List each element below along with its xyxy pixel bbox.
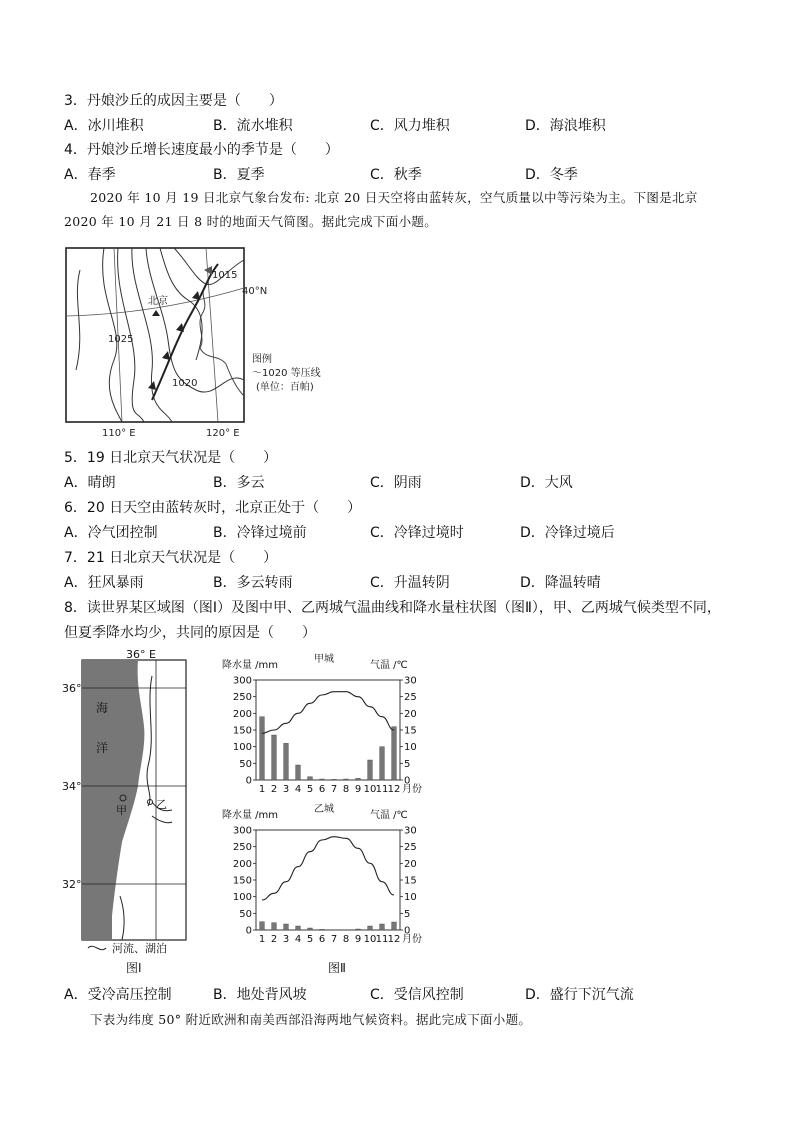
q3-option-b[interactable]: B．流水堆积 xyxy=(213,118,293,134)
isobar xyxy=(132,248,172,422)
chart-2-xtick: 7 xyxy=(330,934,338,945)
q7-option-a[interactable]: A．狂风暴雨 xyxy=(64,575,144,591)
chart-2-y2tick: 0 xyxy=(404,925,411,937)
q4-option-b[interactable]: B．夏季 xyxy=(213,167,265,183)
chart-2-title: 乙城 xyxy=(314,804,334,815)
intro-paragraph-table-text: 下表为纬度 50° 附近欧洲和南美西部沿海两地气候资料。据此完成下面小题。 xyxy=(90,1012,532,1027)
chart-2-precip-bar xyxy=(260,922,265,930)
q7-option-c[interactable]: C．升温转阴 xyxy=(370,575,450,591)
latitude-label: 40°N xyxy=(242,286,268,297)
question-8-stem-line1: 8．读世界某区域图（图Ⅰ）及图中甲、乙两城气温曲线和降水量柱状图（图Ⅱ），甲、乙两城气候类型不同， xyxy=(64,600,721,616)
chart-1-precip-bar xyxy=(260,717,265,780)
chart-2-temp-line xyxy=(262,837,394,900)
front-triangle xyxy=(192,291,200,300)
climate-charts xyxy=(218,650,458,978)
chart-2-xtick: 1 xyxy=(258,934,266,945)
chart-2-precip-bar xyxy=(284,924,289,930)
q5-option-b[interactable]: B．多云 xyxy=(213,475,265,491)
chart-1-y2tick: 25 xyxy=(404,692,417,704)
chart-1-y2label: 气温 /℃ xyxy=(370,660,408,671)
chart-1-xlabel: 月份 xyxy=(402,784,422,795)
chart-1-xtick: 5 xyxy=(306,784,314,795)
question-3-stem: 3．丹娘沙丘的成因主要是（ ） xyxy=(64,93,283,109)
isobar-label-1020: 1020 xyxy=(172,378,198,389)
q3-option-a[interactable]: A．冰川堆积 xyxy=(64,118,144,134)
legend-title: 图例 xyxy=(252,354,272,365)
sea-char-2: 洋 xyxy=(96,741,109,755)
chart-1-xtick: 8 xyxy=(342,784,350,795)
q4-option-d[interactable]: D．冬季 xyxy=(525,167,578,183)
chart-2-y2tick: 15 xyxy=(404,875,417,887)
q6-option-b[interactable]: B．冷锋过境前 xyxy=(213,525,307,541)
q5-option-d[interactable]: D．大风 xyxy=(520,475,573,491)
question-8-stem-line2: 但夏季降水均少，共同的原因是（ ） xyxy=(64,625,316,641)
lon-label: 36° E xyxy=(126,648,156,661)
chart-1-xtick: 7 xyxy=(330,784,338,795)
legend-isobar: ～1020 等压线 xyxy=(252,368,321,379)
legend-unit: (单位：百帕) xyxy=(256,382,314,393)
chart-1-xtick: 6 xyxy=(318,784,326,795)
city-beijing-label: 北京 xyxy=(148,296,168,307)
chart-2-xtick: 11 xyxy=(375,934,389,945)
chart-2-xtick: 5 xyxy=(306,934,314,945)
q8-option-d[interactable]: D．盛行下沉气流 xyxy=(525,987,634,1003)
chart-1-ytick: 200 xyxy=(232,708,252,720)
chart-1-y2tick: 0 xyxy=(404,775,411,787)
chart-2-ytick: 100 xyxy=(232,892,252,904)
chart-2-xtick: 3 xyxy=(282,934,290,945)
chart-2-xtick: 8 xyxy=(342,934,350,945)
chart-1-xtick: 2 xyxy=(270,784,278,795)
q8-option-a[interactable]: A．受冷高压控制 xyxy=(64,987,172,1003)
lat-label-34: 34° xyxy=(62,780,82,793)
front-triangle xyxy=(176,323,184,332)
chart-2-ytick: 50 xyxy=(239,908,252,920)
q6-option-c[interactable]: C．冷锋过境时 xyxy=(370,525,464,541)
longitude-label-110: 110° E xyxy=(102,428,136,439)
q8-option-b[interactable]: B．地处背风坡 xyxy=(213,987,307,1003)
lat-label-36: 36° xyxy=(62,682,82,695)
chart-1-ytick: 250 xyxy=(232,692,252,704)
region-map xyxy=(60,646,200,978)
chart-2-precip-bar xyxy=(356,929,361,930)
chart-2-ytick: 200 xyxy=(232,858,252,870)
q7-option-b[interactable]: B．多云转雨 xyxy=(213,575,293,591)
chart-2-precip-bar xyxy=(320,929,325,930)
chart-1-precip-bar xyxy=(392,727,397,780)
intro-paragraph-weather xyxy=(64,186,734,234)
q3-option-c[interactable]: C．风力堆积 xyxy=(370,118,450,134)
chart-1-precip-bar xyxy=(296,765,301,780)
chart-1-ytick: 300 xyxy=(232,675,252,687)
q5-option-c[interactable]: C．阴雨 xyxy=(370,475,422,491)
chart-1-xtick: 10 xyxy=(363,784,377,795)
question-5-stem: 5．19 日北京天气状况是（ ） xyxy=(64,450,278,466)
q8-option-c[interactable]: C．受信风控制 xyxy=(370,987,464,1003)
q5-option-a[interactable]: A．晴朗 xyxy=(64,475,116,491)
question-6-stem: 6．20 日天空由蓝转灰时，北京正处于（ ） xyxy=(64,500,362,516)
chart-1-ytick: 100 xyxy=(232,742,252,754)
question-4-stem: 4．丹娘沙丘增长速度最小的季节是（ ） xyxy=(64,142,339,158)
chart-1-precip-bar xyxy=(344,779,349,780)
isobar-label-1015: 1015 xyxy=(212,270,238,281)
chart-2-y2label: 气温 /℃ xyxy=(370,810,408,821)
chart-2-ytick: 0 xyxy=(245,925,252,937)
lat-label-32: 32° xyxy=(62,878,82,891)
chart-1-title: 甲城 xyxy=(314,654,334,665)
question-7-stem: 7．21 日北京天气状况是（ ） xyxy=(64,550,278,566)
chart-2-xtick: 12 xyxy=(387,934,401,945)
chart-2-ytick: 150 xyxy=(232,875,252,887)
q4-option-c[interactable]: C．秋季 xyxy=(370,167,422,183)
isobar-label-1025: 1025 xyxy=(108,334,134,345)
chart-2-precip-bar xyxy=(272,923,277,930)
chart-2-y2tick: 10 xyxy=(404,892,417,904)
front-triangle xyxy=(162,351,170,360)
chart-2-xtick: 2 xyxy=(270,934,278,945)
chart-2-precip-bar xyxy=(368,926,373,930)
front-triangle xyxy=(148,381,156,390)
chart-1-ytick: 50 xyxy=(239,758,252,770)
chart-2-y2tick: 25 xyxy=(404,842,417,854)
isobar xyxy=(76,270,80,370)
intro-paragraph-text: 2020 年 10 月 19 日北京气象台发布: 北京 20 日天空将由蓝转灰，空气质量以中等污染为主。下图是北京 2020 年 10 月 21 日 8 时的地面天气简图。据此完成下面小题。 xyxy=(64,190,698,229)
chart-1-precip-bar xyxy=(284,743,289,780)
chart-1-xtick: 12 xyxy=(387,784,401,795)
chart-1-ylabel: 降水量 /mm xyxy=(222,660,279,671)
chart-2-xlabel: 月份 xyxy=(402,934,422,945)
chart-2-y2tick: 20 xyxy=(404,858,417,870)
chart-1-y2tick: 10 xyxy=(404,742,417,754)
q4-option-a[interactable]: A．春季 xyxy=(64,167,116,183)
legend-river-label: 河流、湖泊 xyxy=(112,942,167,955)
intro-paragraph-table xyxy=(64,1008,734,1032)
chart-1-xtick: 1 xyxy=(258,784,266,795)
chart-1-y2tick: 30 xyxy=(404,675,417,687)
chart-1-precip-bar xyxy=(320,779,325,780)
figure-1-caption: 图Ⅰ xyxy=(126,961,142,975)
city-a-label: 甲 xyxy=(116,804,127,817)
longitude-label-120: 120° E xyxy=(206,428,240,439)
chart-2-xtick: 10 xyxy=(363,934,377,945)
chart-1-xtick: 11 xyxy=(375,784,389,795)
legend-river-symbol xyxy=(88,946,106,949)
chart-1-y2tick: 15 xyxy=(404,725,417,737)
chart-1-ytick: 150 xyxy=(232,725,252,737)
chart-2-precip-bar xyxy=(392,922,397,930)
chart-2-precip-bar xyxy=(296,926,301,930)
chart-2-precip-bar xyxy=(380,924,385,930)
coastline xyxy=(200,284,244,396)
weather-map xyxy=(56,240,356,440)
chart-1-precip-bar xyxy=(356,778,361,780)
chart-1-xtick: 9 xyxy=(354,784,362,795)
chart-1-plot-frame xyxy=(256,680,400,780)
chart-2-plot-frame xyxy=(256,830,400,930)
q6-option-a[interactable]: A．冷气团控制 xyxy=(64,525,158,541)
chart-2-ytick: 250 xyxy=(232,842,252,854)
chart-1-precip-bar xyxy=(368,760,373,780)
chart-2-y2tick: 30 xyxy=(404,825,417,837)
q6-option-d[interactable]: D．冷锋过境后 xyxy=(520,525,615,541)
chart-1-precip-bar xyxy=(308,777,313,780)
chart-2-ylabel: 降水量 /mm xyxy=(222,810,279,821)
chart-2-xtick: 9 xyxy=(354,934,362,945)
chart-1-precip-bar xyxy=(332,779,337,780)
chart-1-y2tick: 20 xyxy=(404,708,417,720)
chart-1-precip-bar xyxy=(380,747,385,780)
q7-option-d[interactable]: D．降温转晴 xyxy=(520,575,601,591)
beijing-marker xyxy=(152,310,160,316)
chart-2-xtick: 4 xyxy=(294,934,302,945)
chart-2-y2tick: 5 xyxy=(404,908,411,920)
chart-1-ytick: 0 xyxy=(245,775,252,787)
chart-1-temp-line xyxy=(262,692,394,734)
q3-option-d[interactable]: D．海浪堆积 xyxy=(525,118,606,134)
figure-2-caption: 图Ⅱ xyxy=(328,961,346,975)
chart-1-xtick: 4 xyxy=(294,784,302,795)
chart-2-precip-bar xyxy=(308,928,313,930)
sea-char-1: 海 xyxy=(96,701,109,715)
chart-2-ytick: 300 xyxy=(232,825,252,837)
chart-2-xtick: 6 xyxy=(318,934,326,945)
chart-1-y2tick: 5 xyxy=(404,758,411,770)
chart-1-precip-bar xyxy=(272,735,277,780)
city-b-label: 乙 xyxy=(156,798,167,811)
chart-1-xtick: 3 xyxy=(282,784,290,795)
